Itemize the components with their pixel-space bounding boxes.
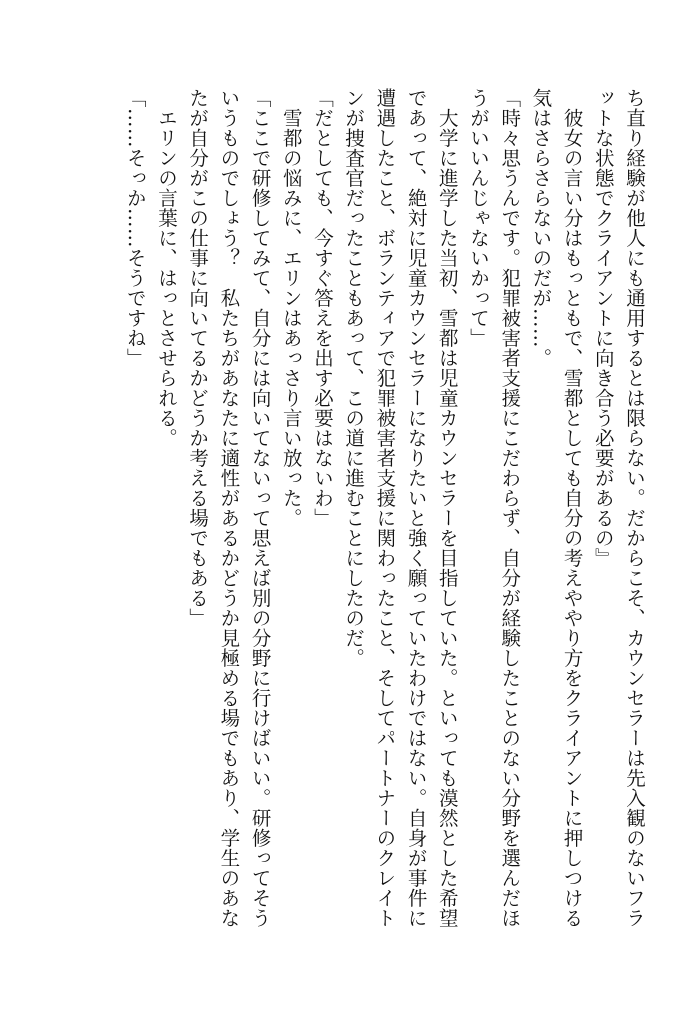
text-line: 大学に進学した当初、雪都は児童カウンセラーを目指していた。といっても漠然とした希望 [435,88,459,928]
text-line: たが自分がこの仕事に向いてるかどうか考える場でもある」 [186,88,210,628]
text-line: 「ここで研修してみて、自分には向いてないって思えば別の分野に行けばいい。研修ってそう [248,88,272,928]
text-line: 「時々思うんです。犯罪被害者支援にこだわらず、自分が経験したことのない分野を選んだほ [498,88,522,928]
text-line: ち直り経験が他人にも通用するとは限らない。だからこそ、カウンセラーは先入観のないフラ [623,88,646,928]
text-line: ットな状態でクライアントに向き合う必要があるの』 [591,88,615,568]
text-line: 「だとしても、今すぐ答えを出す必要はないわ」 [310,88,334,528]
text-line: エリンの言葉に、はっとさせられる。 [154,88,178,448]
text-line: 気はさらさらないのだが……。 [529,88,553,368]
text-line: ンが捜査官だったこともあって、この道に進むことにしたのだ。 [342,88,366,668]
text-line: いうものでしょう？ 私たちがあなたに適性があるかどうか見極める場でもあり、学生のあな [217,88,241,928]
text-line: 雪都の悩みに、エリンはあっさり言い放った。 [279,88,303,528]
vertical-text-body [120,88,650,968]
text-line: 遭遇したこと、ボランティアで犯罪被害者支援に関わったこと、そしてパートナーのクレイト [373,88,397,928]
text-line: 「……そっか……そうですね」 [123,88,147,368]
text-line: 彼女の言い分はもっともで、雪都としても自分の考えややり方をクライアントに押しつける [560,88,584,928]
text-line: うがいいんじゃないかって」 [466,88,490,348]
text-line: であって、絶対に児童カウンセラーになりたいと強く願っていたわけではない。自身が事件に [404,88,428,928]
